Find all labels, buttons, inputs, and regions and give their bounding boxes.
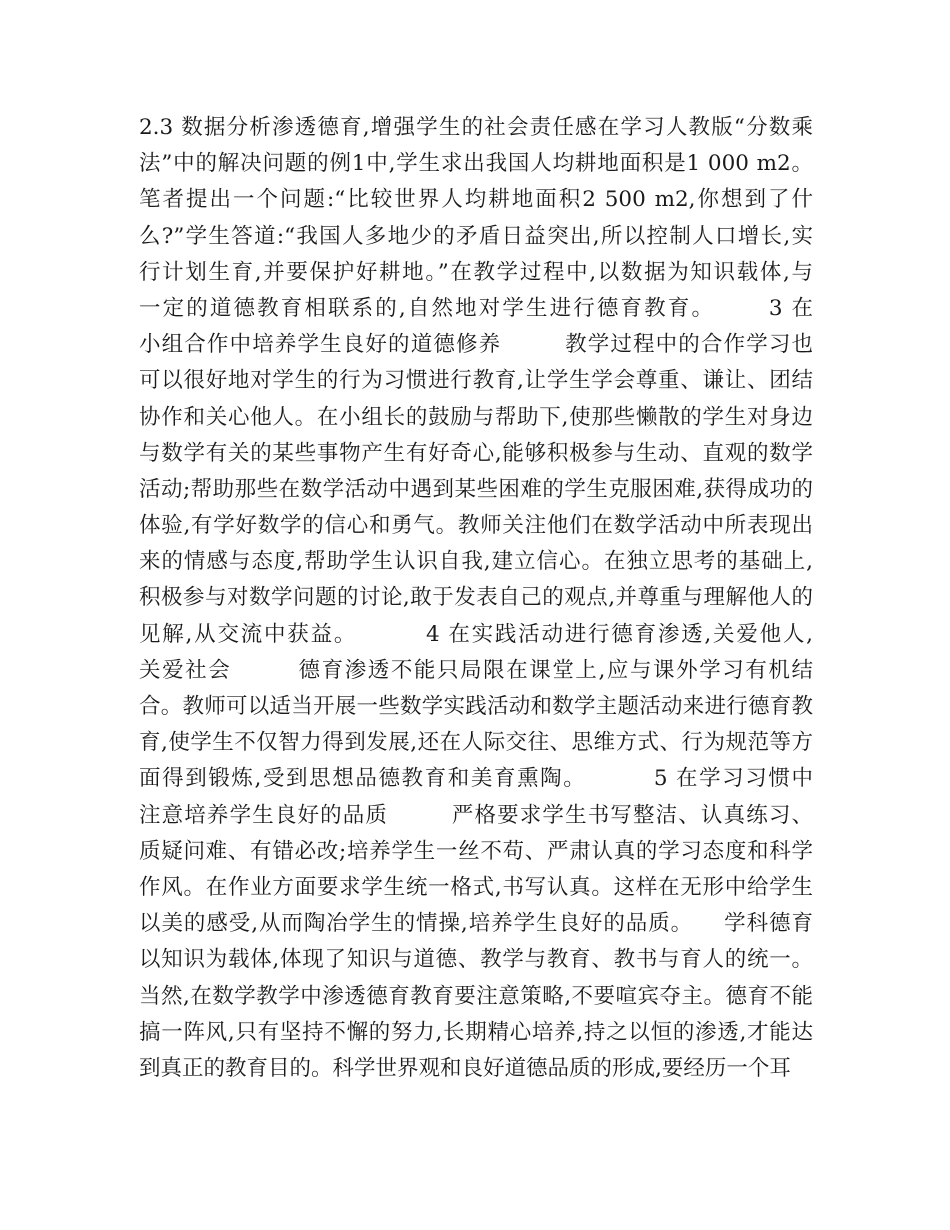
text-line: 协作和关心他人。在小组长的鼓励与帮助下,使那些懒散的学生对身边 <box>139 404 813 430</box>
text-line: 合。教师可以适当开展一些数学实践活动和数学主题活动来进行德育教 <box>139 694 813 719</box>
text-line: 笔者提出一个问题:“比较世界人均耕地面积2 500 m2,你想到了什 <box>139 187 813 213</box>
text-line: 以知识为载体,体现了知识与道德、教学与教育、教书与育人的统一。 <box>139 947 813 973</box>
text-line: 面得到锻炼,受到思想品德教育和美育熏陶。 5 在学习习惯中 <box>139 766 813 792</box>
text-line: 育,使学生不仅智力得到发展,还在人际交往、思维方式、行为规范等方 <box>139 730 813 756</box>
text-line: 注意培养学生良好的品质 严格要求学生书写整洁、认真练习、 <box>139 802 813 828</box>
body-text <box>139 110 813 1087</box>
text-line: 活动;帮助那些在数学活动中遇到某些困难的学生克服困难,获得成功的 <box>139 476 813 502</box>
text-line: 见解,从交流中获益。 4 在实践活动进行德育渗透,关爱他人, <box>139 621 813 647</box>
text-line: 到真正的教育目的。科学世界观和良好道德品质的形成,要经历一个耳 <box>139 1055 791 1081</box>
text-line: 以美的感受,从而陶冶学生的情操,培养学生良好的品质。 学科德育 <box>139 911 813 937</box>
text-line: 法”中的解决问题的例1中,学生求出我国人均耕地面积是1 000 m2。 <box>139 151 813 177</box>
text-line: 小组合作中培养学生良好的道德修养 教学过程中的合作学习也 <box>139 332 813 358</box>
text-line: 来的情感与态度,帮助学生认识自我,建立信心。在独立思考的基础上, <box>139 549 813 575</box>
text-line: 关爱社会 德育渗透不能只局限在课堂上,应与课外学习有机结 <box>139 657 813 683</box>
text-line: 搞一阵风,只有坚持不懈的努力,长期精心培养,持之以恒的渗透,才能达 <box>139 1019 813 1045</box>
text-line: 当然,在数学教学中渗透德育教育要注意策略,不要喧宾夺主。德育不能 <box>139 983 813 1009</box>
text-line: 一定的道德教育相联系的,自然地对学生进行德育教育。 3 在 <box>139 295 813 321</box>
text-line: 质疑问难、有错必改;培养学生一丝不苟、严肃认真的学习态度和科学 <box>139 838 813 864</box>
text-line: 可以很好地对学生的行为习惯进行教育,让学生学会尊重、谦让、团结 <box>139 368 813 394</box>
text-line: 行计划生育,并要保护好耕地。”在教学过程中,以数据为知识载体,与 <box>139 259 813 285</box>
text-line: 积极参与对数学问题的讨论,敢于发表自己的观点,并尊重与理解他人的 <box>139 585 813 611</box>
text-line: 与数学有关的某些事物产生有好奇心,能够积极参与生动、直观的数学 <box>139 440 813 466</box>
text-line: 作风。在作业方面要求学生统一格式,书写认真。这样在无形中给学生 <box>139 874 813 900</box>
text-line: 2.3 数据分析渗透德育,增强学生的社会责任感在学习人教版“分数乘 <box>139 115 813 140</box>
text-line: 体验,有学好数学的信心和勇气。教师关注他们在数学活动中所表现出 <box>139 513 813 539</box>
text-line: 么?”学生答道:“我国人多地少的矛盾日益突出,所以控制人口增长,实 <box>139 223 813 249</box>
